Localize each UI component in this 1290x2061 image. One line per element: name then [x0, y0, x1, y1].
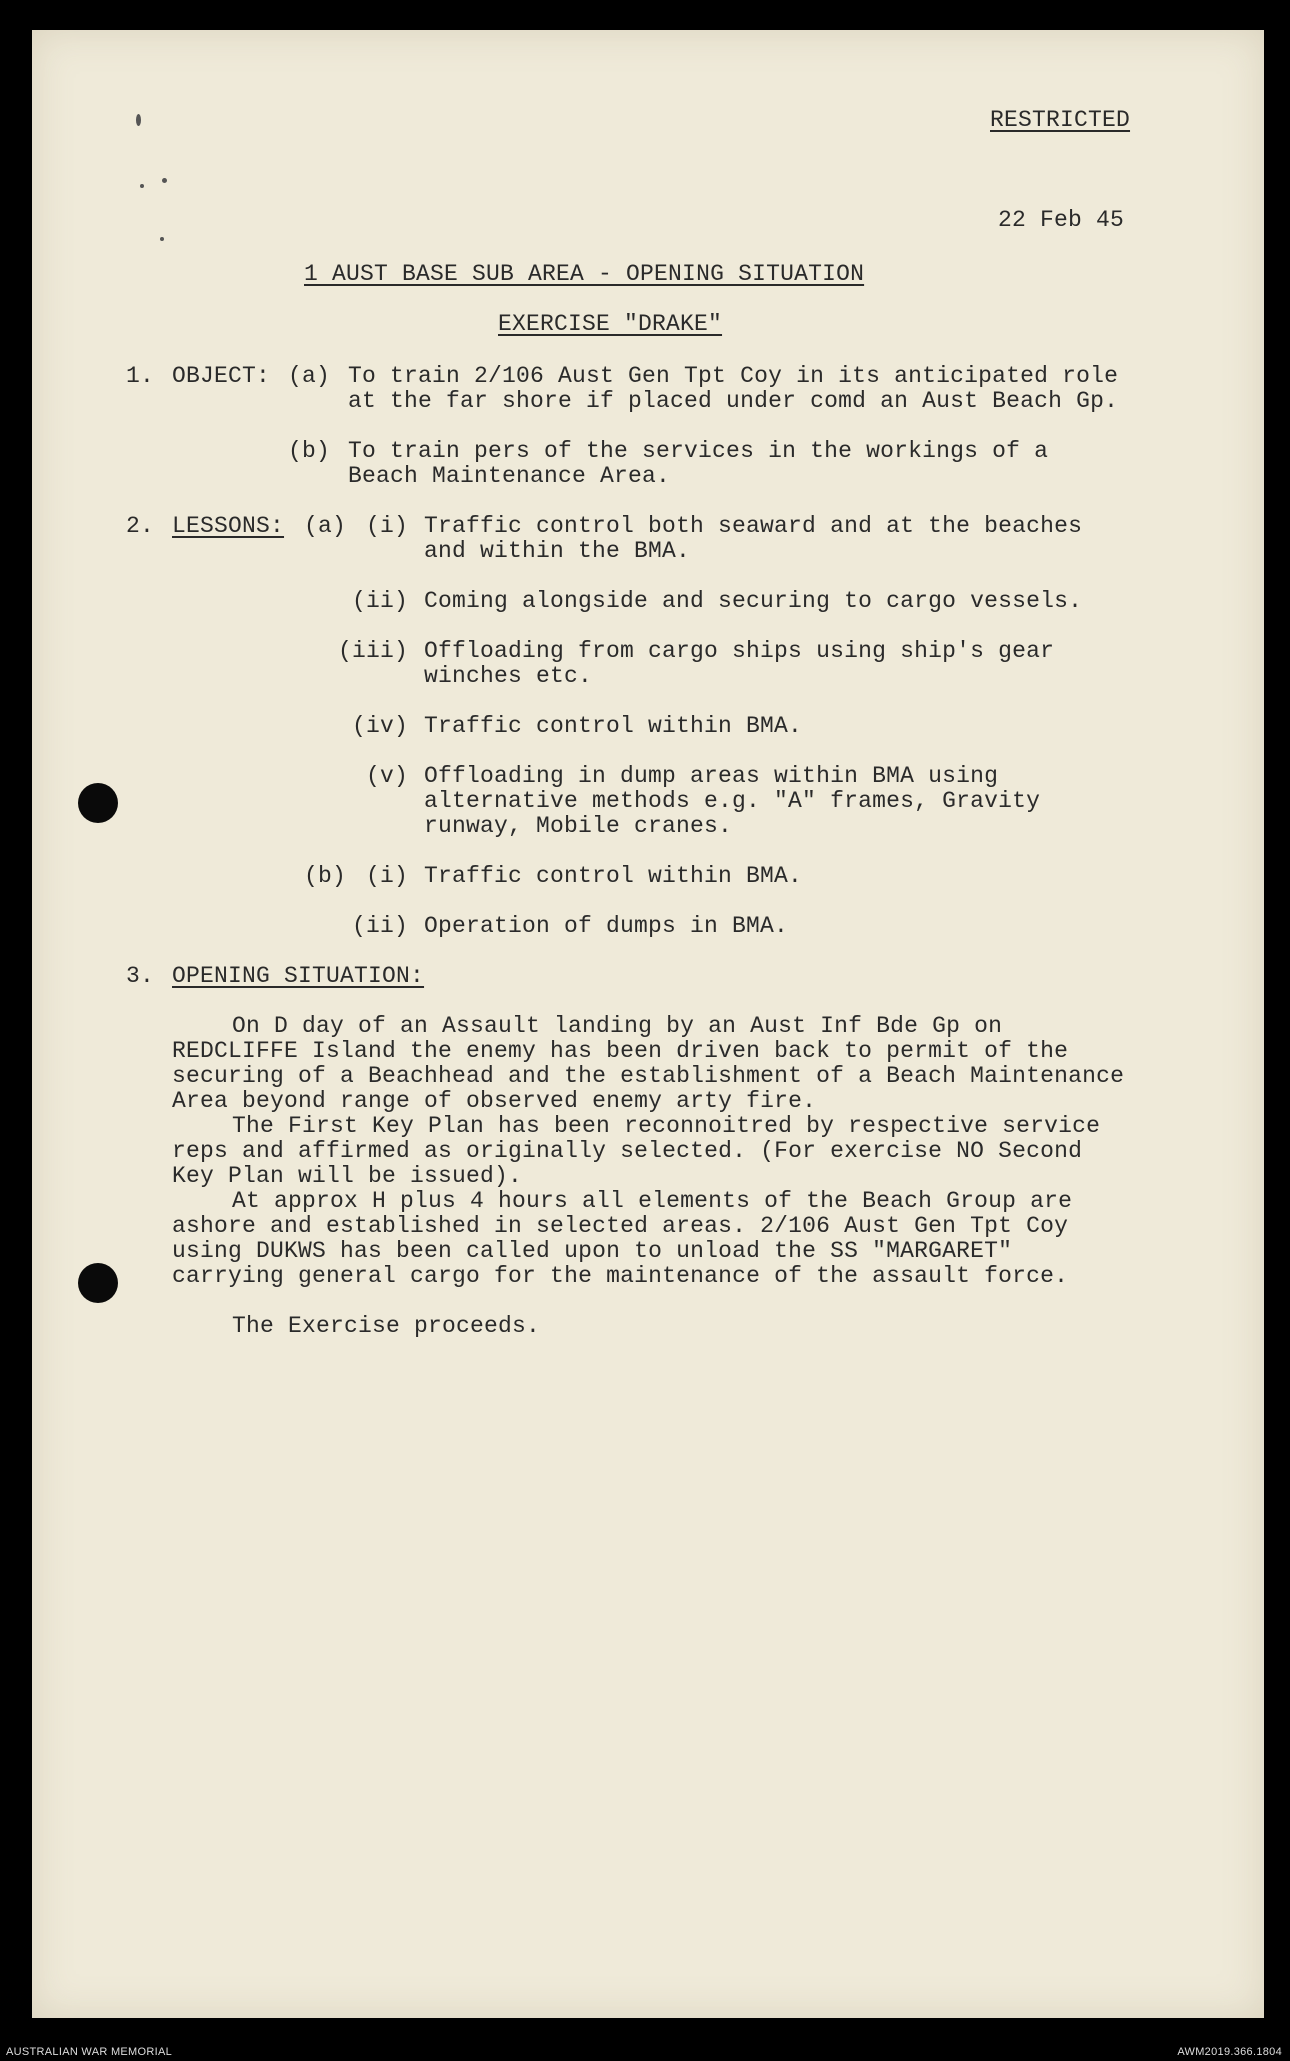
- lesson-line: Offloading in dump areas within BMA using: [424, 763, 999, 789]
- lesson-number: (v): [366, 763, 409, 789]
- paragraph-line: reps and affirmed as originally selected. (For exercise NO Second: [172, 1138, 1083, 1164]
- paragraph-line: REDCLIFFE Island the enemy has been driven back to permit of the: [172, 1038, 1069, 1064]
- section-1-a-line: To train 2/106 Aust Gen Tpt Coy in its anticipated role: [348, 363, 1119, 389]
- lesson-line: Traffic control both seaward and at the beaches: [424, 513, 1083, 539]
- classification-label: RESTRICTED: [990, 107, 1131, 133]
- paragraph-line: ashore and established in selected areas. 2/106 Aust Gen Tpt Coy: [172, 1213, 1069, 1239]
- paragraph-line: carrying general cargo for the maintenance of the assault force.: [172, 1263, 1069, 1289]
- punch-hole-top: [78, 783, 118, 823]
- exercise-name: EXERCISE "DRAKE": [498, 311, 723, 337]
- footer-credit: AUSTRALIAN WAR MEMORIAL: [6, 2046, 173, 2058]
- section-1-a-line: at the far shore if placed under comd an Aust Beach Gp.: [348, 388, 1119, 414]
- lesson-line: runway, Mobile cranes.: [424, 813, 733, 839]
- lesson-line: Offloading from cargo ships using ship's gear: [424, 638, 1055, 664]
- lesson-line: Traffic control within BMA.: [424, 713, 803, 739]
- section-2-b-label: (b): [304, 863, 347, 889]
- section-1-b-label: (b): [288, 438, 331, 464]
- ink-mark: [140, 184, 144, 188]
- section-1-b-line: Beach Maintenance Area.: [348, 463, 671, 489]
- section-2-label: LESSONS:: [172, 513, 285, 539]
- section-1-a-label: (a): [288, 363, 331, 389]
- section-1-b-line: To train pers of the services in the workings of a: [348, 438, 1049, 464]
- section-3-label: OPENING SITUATION:: [172, 963, 425, 989]
- lesson-number: (i): [366, 513, 409, 539]
- lesson-number: (ii): [352, 913, 409, 939]
- lesson-line: winches etc.: [424, 663, 593, 689]
- footer-reference: AWM2019.366.1804: [1177, 2046, 1282, 2058]
- section-1-label: OBJECT:: [172, 363, 271, 389]
- paragraph-line: On D day of an Assault landing by an Aust Inf Bde Gp on: [232, 1013, 1003, 1039]
- ink-mark: [136, 114, 141, 126]
- lesson-line: Coming alongside and securing to cargo vessels.: [424, 588, 1083, 614]
- lesson-number: (iii): [338, 638, 409, 664]
- lesson-line: Traffic control within BMA.: [424, 863, 803, 889]
- closing-line: The Exercise proceeds.: [232, 1313, 541, 1339]
- section-2-a-label: (a): [304, 513, 347, 539]
- document-title: 1 AUST BASE SUB AREA - OPENING SITUATION: [304, 261, 865, 287]
- section-2-number: 2.: [126, 513, 155, 539]
- section-3-number: 3.: [126, 963, 155, 989]
- ink-mark: [160, 237, 164, 241]
- paragraph-line: Area beyond range of observed enemy arty fire.: [172, 1088, 817, 1114]
- paragraph-line: using DUKWS has been called upon to unload the SS "MARGARET": [172, 1238, 1013, 1264]
- document-page: [32, 30, 1264, 2018]
- section-1-number: 1.: [126, 363, 155, 389]
- lesson-line: alternative methods e.g. "A" frames, Gravity: [424, 788, 1041, 814]
- punch-hole-bottom: [78, 1263, 118, 1303]
- lesson-number: (ii): [352, 588, 409, 614]
- lesson-line: and within the BMA.: [424, 538, 691, 564]
- lesson-line: Operation of dumps in BMA.: [424, 913, 789, 939]
- paragraph-line: securing of a Beachhead and the establishment of a Beach Maintenance: [172, 1063, 1125, 1089]
- paragraph-line: Key Plan will be issued).: [172, 1163, 523, 1189]
- lesson-number: (i): [366, 863, 409, 889]
- paragraph-line: The First Key Plan has been reconnoitred by respective service: [232, 1113, 1101, 1139]
- ink-mark: [162, 178, 167, 183]
- paragraph-line: At approx H plus 4 hours all elements of the Beach Group are: [232, 1188, 1073, 1214]
- lesson-number: (iv): [352, 713, 409, 739]
- document-date: 22 Feb 45: [998, 207, 1125, 233]
